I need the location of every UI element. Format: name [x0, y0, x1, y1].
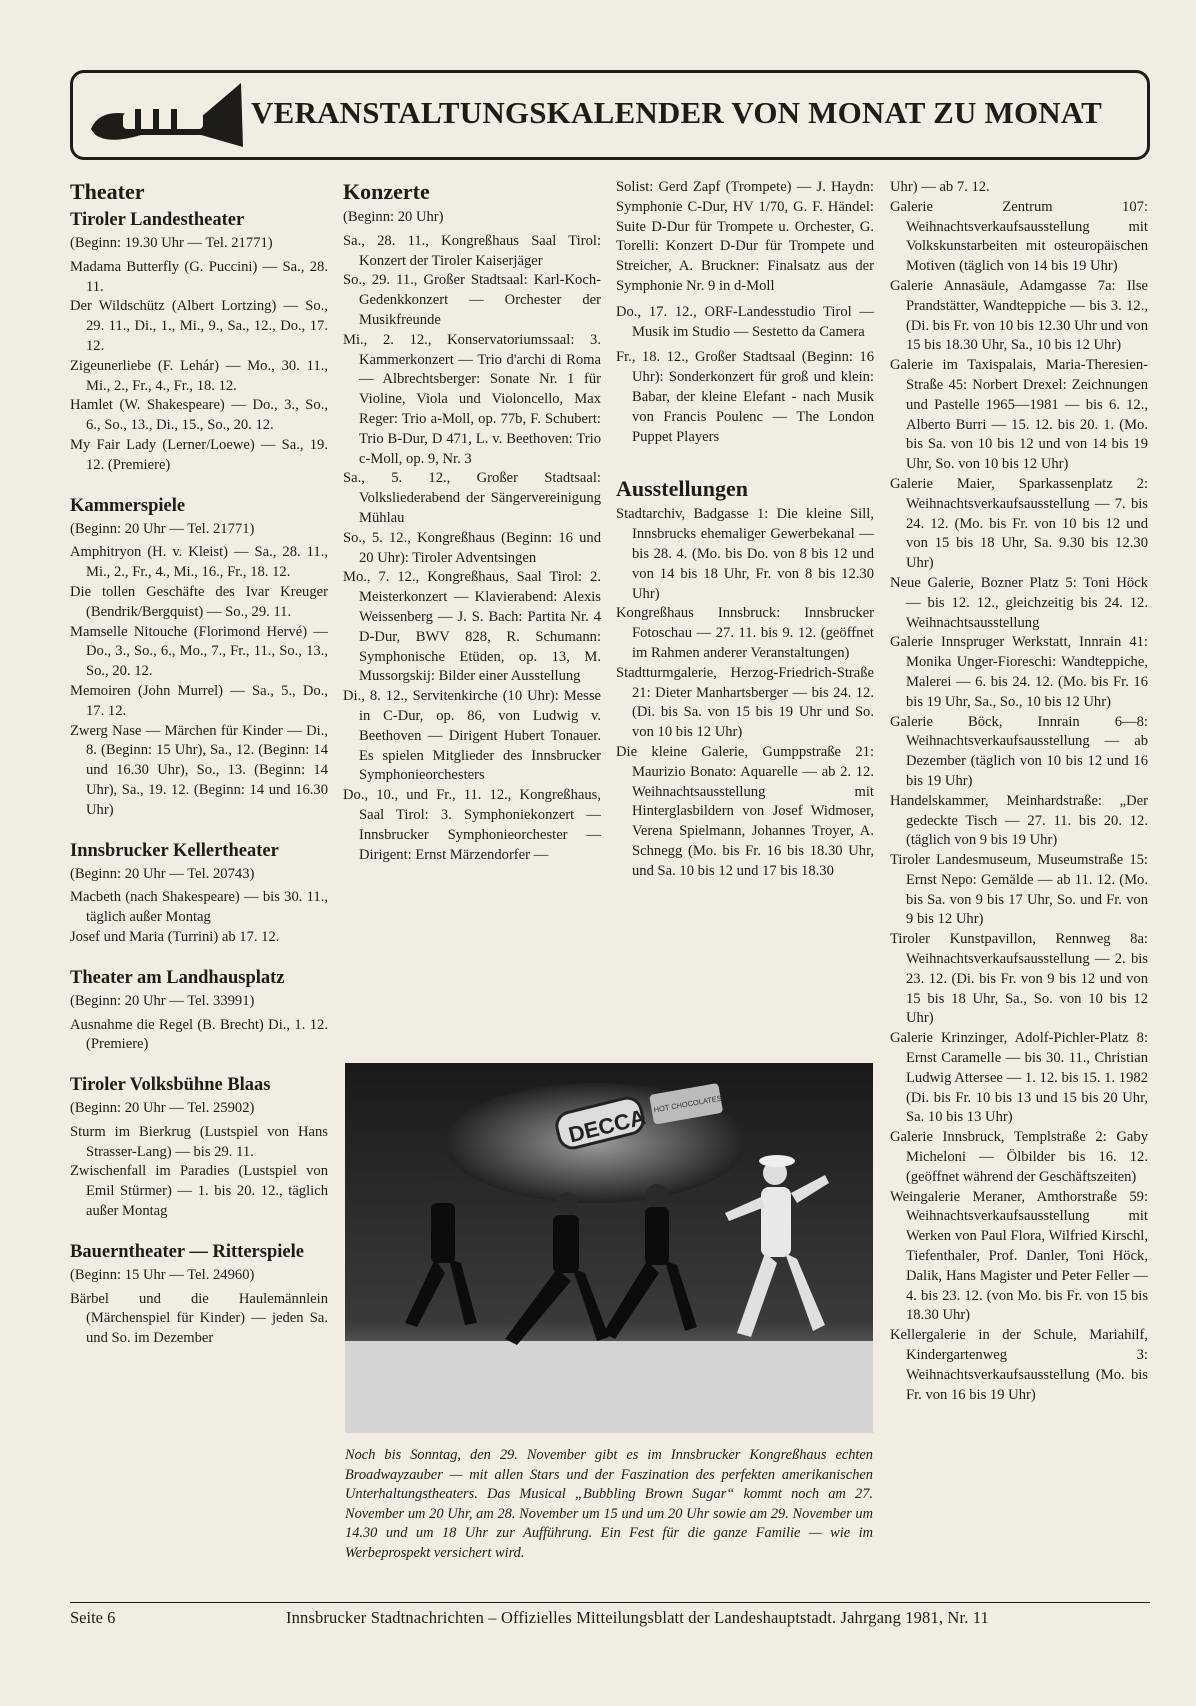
sign-text: DECCA [566, 1104, 649, 1148]
venue-title: Bauerntheater — Ritterspiele [70, 1241, 304, 1262]
event-entry: Do., 10., und Fr., 11. 12., Kongreßhaus, Saal Tirol: 3. Symphoniekonzert — Innsbrucker Symphonieorchester — Dirigent: Ernst Märzendorfer — [343, 787, 601, 863]
exhibition-entry: Stadtturmgalerie, Herzog-Friedrich-Straße 21: Dieter Manhartsberger — bis 24. 12. (Di. bis Sa. von 15 bis 19 Uhr und So. von 10 bis 12 Uhr) [616, 664, 874, 741]
event-entry: Josef und Maria (Turrini) ab 17. 12. [70, 928, 280, 945]
event-entry: Zigeunerliebe (F. Lehár) — Mo., 30. 11., Mi., 2., Fr., 4., Fr., 18. 12. [70, 357, 328, 394]
exhibition-continuation: Uhr) — ab 7. 12. [890, 179, 990, 195]
event-entry: Zwerg Nase — Märchen für Kinder — Di., 8. (Beginn: 15 Uhr), Sa., 12. (Beginn: 14 und 16.30 Uhr), So., 13. (Beginn: 14 Uhr), Sa., 19. 12. (Beginn: 14 und 16.30 Uhr) [70, 722, 328, 818]
column-konzerte [343, 178, 601, 865]
exhibition-entry: Neue Galerie, Bozner Platz 5: Toni Höck — bis 12. 12., gleichzeitig bis 24. 12. Weihnachtsausstellung [890, 574, 1148, 631]
exhibition-entry: Weingalerie Meraner, Amthorstraße 59: Weihnachtsverkaufsausstellung mit Werken von Paul Flora, Wilfried Kirschl, Tiefenthaler, Prof. Danler, Toni Höck, Dalik, Hans Magister und Peter Feller — 4. bis 23. 12. (von Mo. bis Fr. von 15 bis 18.30 Uhr) [890, 1188, 1148, 1324]
event-entry: Mamselle Nitouche (Florimond Hervé) — Do., 3., So., 6., Mo., 7., Fr., 11., So., 13., So., 20. 12. [70, 623, 328, 680]
footer-divider [70, 1602, 1150, 1603]
musical-stage-photo [345, 1063, 873, 1433]
exhibition-entry: Die kleine Galerie, Gumppstraße 21: Maurizio Bonato: Aquarelle — ab 2. 12. Weihnachtsausstellung mit Hinterglasbildern von Josef Widmoser, Verena Spielmann, Johannes Troyer, A. Schnegg (Mo. bis Fr. 16 bis 18.30 Uhr, und Sa. 10 bis 12 und 17 bis 18.30 [616, 743, 874, 879]
venue-note: (Beginn: 20 Uhr — Tel. 21771) [70, 520, 255, 537]
venue-title: Theater am Landhausplatz [70, 967, 285, 988]
exhibition-entry: Stadtarchiv, Badgasse 1: Die kleine Sill, Innsbrucks ehemaliger Gewerbekanal — bis 28. 4. (Mo. bis Do. von 8 bis 12 und von 14 bis 18 Uhr, Fr. von 8 bis 12.30 Uhr) [616, 506, 874, 602]
exhibition-entry: Galerie Annasäule, Adamgasse 7a: Ilse Prandstätter, Wandteppiche — bis 3. 12., (Di. bis Fr. von 10 bis 12.30 Uhr und von 15 bis 18.30 Uhr, Sa., 10 bis 12 Uhr) [890, 277, 1148, 354]
header-banner [70, 70, 1150, 160]
event-entry: Amphitryon (H. v. Kleist) — Sa., 28. 11., Mi., 2., Fr., 4., Mi., 16., Fr., 18. 12. [70, 544, 328, 581]
event-entry: So., 5. 12., Kongreßhaus (Beginn: 16 und 20 Uhr): Tiroler Adventsingen [343, 529, 601, 566]
event-entry: My Fair Lady (Lerner/Loewe) — Sa., 19. 12. (Premiere) [70, 436, 328, 473]
exhibition-entry: Tiroler Kunstpavillon, Rennweg 8a: Weihnachtsverkaufsausstellung — 2. bis 23. 12. (Di. bis Fr. von 9 bis 12 und von 15 bis 18 Uhr, Sa., So. von 10 bis 12 Uhr) [890, 931, 1148, 1027]
venue-title: Kammerspiele [70, 495, 186, 516]
event-entry: So., 29. 11., Großer Stadtsaal: Karl-Koch-Gedenkkonzert — Orchester der Musikfreunde [343, 272, 601, 328]
exhibition-entry: Galerie Innsbruck, Templstraße 2: Gaby Micheloni — Ölbilder bis 16. 12. (geöffnet während der Geschäftszeiten) [890, 1129, 1148, 1185]
event-entry: Mi., 2. 12., Konservatoriumssaal: 3. Kammerkonzert — Trio d'archi di Roma — Albrechtsberger: Sonate Nr. 1 für Violine, Viola und Violoncello, Max Reger: Trio a-Moll, op. 77b, F. Schubert: Trio B-Dur, D 471, L. v. Beethoven: Trio c-Moll, op. 9, Nr. 3 [343, 331, 601, 467]
event-entry: Madama Butterfly (G. Puccini) — Sa., 28. 11. [70, 258, 328, 295]
venue-note: (Beginn: 20 Uhr — Tel. 20743) [70, 865, 255, 882]
page-number: Seite 6 [70, 1608, 116, 1627]
event-entry: Bärbel und die Haulemännlein (Märchenspiel für Kinder) — jeden Sa. und So. im Dezember [70, 1290, 328, 1347]
calendar-title: VERANSTALTUNGSKALENDER VON MONAT ZU MONAT [251, 95, 1103, 130]
event-entry: Mo., 7. 12., Kongreßhaus, Saal Tirol: 2. Meisterkonzert — Klavierabend: Alexis Weissenberg — J. S. Bach: Partita Nr. 4 D-Dur, BWV 828, R. Schumann: Symphonische Etüden, op. 13, M. Mussorgskij: Bilder einer Ausstellung [343, 569, 601, 685]
venue-note: (Beginn: 19.30 Uhr — Tel. 21771) [70, 235, 273, 251]
venue-title: Tiroler Volksbühne Blaas [70, 1075, 271, 1096]
photo-caption: Noch bis Sonntag, den 29. November gibt es im Innsbrucker Kongreßhaus echten Broadwayzauber — mit allen Stars und der Faszination des perfekten amerikanischen Unterhaltungstheaters. Das Musical „Bubbling Brown Sugar“ kommt noch am 27. November um 20 Uhr, am 28. November um 15 und um 20 Uhr sowie am 29. November um 14.30 und um 18 Uhr zur Aufführung. Ein Fest für die ganze Familie — wie im Werbeprospekt versichert wird. [345, 1447, 873, 1561]
publication-line: Innsbrucker Stadtnachrichten – Offizielles Mitteilungsblatt der Landeshauptstadt. Jahrgang 1981, Nr. 11 [286, 1608, 989, 1627]
event-entry: Sturm im Bierkrug (Lustspiel von Hans Strasser-Lang) — bis 29. 11. [70, 1123, 328, 1160]
event-continuation: Solist: Gerd Zapf (Trompete) — J. Haydn: Symphonie C-Dur, HV 1/70, G. F. Händel: Suite D-Dur für Trompete u. Orchester, G. Torelli: Konzert D-Dur für Trompete und Streicher, A. Bruckner: Finalsatz aus der Symphonie Nr. 9 in d-Moll [616, 179, 874, 294]
venue-title: Innsbrucker Kellertheater [70, 840, 279, 861]
event-entry: Sa., 28. 11., Kongreßhaus Saal Tirol: Konzert der Tiroler Kaiserjäger [343, 232, 601, 269]
event-entry: Macbeth (nach Shakespeare) — bis 30. 11., täglich außer Montag [70, 889, 328, 926]
exhibition-entry: Galerie Maier, Sparkassenplatz 2: Weihnachtsverkaufsausstellung — 7. bis 24. 12. (Mo. bis Fr. von 10 bis 12 und von 15 bis 18 Uhr, Sa. 9.30 bis 12.30 Uhr) [890, 475, 1148, 572]
venue-note: (Beginn: 15 Uhr — Tel. 24960) [70, 1266, 255, 1283]
event-entry: Hamlet (W. Shakespeare) — Do., 3., So., 6., So., 13., Di., 15., So., 20. 12. [70, 397, 328, 434]
event-entry: Die tollen Geschäfte des Ivar Kreuger (Bendrik/Bergquist) — So., 29. 11. [70, 583, 328, 620]
event-entry: Do., 17. 12., ORF-Landesstudio Tirol — Musik im Studio — Sestetto da Camera [616, 303, 874, 340]
section-title-konzerte: Konzerte [343, 179, 430, 204]
event-entry: Memoiren (John Murrel) — Sa., 5., Do., 17. 12. [70, 682, 328, 719]
exhibition-entry: Galerie im Taxispalais, Maria-Theresien-Straße 45: Norbert Drexel: Zeichnungen und Pastelle 1965—1981 — bis 6. 12., Alberto Burri — 15. 12. bis 20. 1. (Mo. bis Sa. von 10 bis 12 und von 14 bis 19 Uhr, So. von 10 bis 12 Uhr) [890, 357, 1148, 473]
exhibition-entry: Kongreßhaus Innsbruck: Innsbrucker Fotoschau — 27. 11. bis 9. 12. (geöffnet im Rahmen anderer Veranstaltungen) [616, 605, 874, 661]
exhibition-entry: Kellergalerie in der Schule, Mariahilf, Kindergartenweg 3: Weihnachtsverkaufsausstellung (Mo. bis Fr. von 16 bis 19 Uhr) [890, 1327, 1148, 1403]
section-title-ausstellungen: Ausstellungen [616, 476, 749, 502]
exhibition-entry: Galerie Innspruger Werkstatt, Innrain 41: Monika Unger-Fioreschi: Wandteppiche, Malerei — 6. bis 24. 12. (Mo. bis Fr. 16 bis 19 Uhr, Sa., So., 10 bis 12 Uhr) [890, 634, 1148, 710]
venue-title: Tiroler Landestheater [70, 210, 245, 230]
column-konzerte-ausstellungen [616, 178, 874, 882]
column-ausstellungen [890, 178, 1148, 1405]
sign-small-text: HOT CHOCOLATES [652, 1093, 723, 1115]
section-title-theater: Theater [70, 179, 145, 204]
venue-note: (Beginn: 20 Uhr — Tel. 25902) [70, 1100, 255, 1117]
exhibition-entry: Tiroler Landesmuseum, Museumstraße 15: Ernst Nepo: Gemälde — ab 11. 12. (Mo. bis Sa. von 9 bis 17 Uhr, So. und Fr. von 9 bis 12 Uhr) [890, 852, 1148, 928]
event-entry: Sa., 5. 12., Großer Stadtsaal: Volksliederabend der Sängervereinigung Mühlau [343, 470, 601, 526]
event-entry: Zwischenfall im Paradies (Lustspiel von Emil Stürmer) — 1. bis 20. 12., täglich außer Montag [70, 1163, 328, 1220]
section-note: (Beginn: 20 Uhr) [343, 209, 444, 225]
venue-note: (Beginn: 20 Uhr — Tel. 33991) [70, 992, 255, 1009]
trumpet-logo-icon [81, 77, 251, 153]
exhibition-entry: Galerie Krinzinger, Adolf-Pichler-Platz 8: Ernst Caramelle — bis 30. 11., Christian Ludwig Attersee — 1. 12. bis 15. 1. 1982 (Di. bis Fr. 10 bis 13 und 15 bis 20 Uhr, Sa. 10 bis 13 Uhr) [890, 1030, 1148, 1126]
column-theater [70, 178, 328, 1349]
exhibition-entry: Galerie Böck, Innrain 6—8: Weihnachtsverkaufsausstellung — ab Dezember (täglich von 10 bis 12 und 16 bis 19 Uhr) [890, 713, 1148, 789]
exhibition-entry: Handelskammer, Meinhardstraße: „Der gedeckte Tisch — 27. 11. bis 20. 12. (täglich von 9 bis 19 Uhr) [890, 792, 1148, 849]
event-entry: Di., 8. 12., Servitenkirche (10 Uhr): Messe in C-Dur, op. 86, von Ludwig v. Beethoven — Dirigent Hubert Tonauer. Es spielen Mitglieder des Innsbrucker Symphonieorchesters [343, 688, 601, 784]
event-entry: Ausnahme die Regel (B. Brecht) Di., 1. 12. (Premiere) [70, 1016, 328, 1053]
exhibition-entry: Galerie Zentrum 107: Weihnachtsverkaufsausstellung mit Volkskunstarbeiten mit osteuropäischen Motiven (täglich von 14 bis 19 Uhr) [890, 198, 1148, 275]
event-entry: Fr., 18. 12., Großer Stadtsaal (Beginn: 16 Uhr): Sonderkonzert für groß und klein: Babar, der kleine Elefant - nach Musik von Francis Poulenc — The London Puppet Players [616, 349, 874, 445]
event-entry: Der Wildschütz (Albert Lortzing) — So., 29. 11., Di., 1., Mi., 9., Sa., 12., Do., 17. 12. [70, 298, 328, 354]
